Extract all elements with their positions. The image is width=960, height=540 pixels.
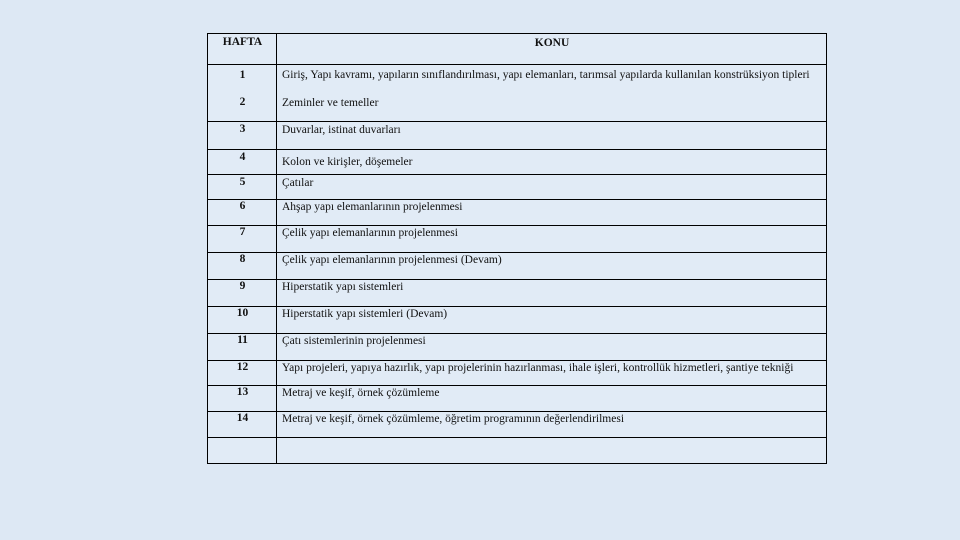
topic-cell — [278, 386, 826, 411]
topic-text: Yapı projeleri, yapıya hazırlık, yapı projelerinin hazırlanması, ihale işleri, kontrollük hizmetleri, şantiye tekniği — [282, 362, 794, 374]
week-number: 1 — [239, 69, 246, 81]
week-cell — [208, 438, 277, 463]
week-number: 12 — [236, 361, 249, 373]
topic-text: Metraj ve keşif, örnek çözümleme, öğretim programının değerlendirilmesi — [282, 413, 625, 425]
week-number: 6 — [239, 200, 246, 212]
week-number: 10 — [236, 307, 249, 319]
week-number: 5 — [239, 176, 246, 188]
week-cell — [208, 200, 277, 225]
topic-cell — [278, 412, 826, 437]
week-cell — [208, 226, 277, 252]
table-row-empty — [208, 438, 826, 463]
table-row — [208, 361, 826, 386]
week-cell — [208, 386, 277, 411]
header-topic-label: KONU — [534, 37, 570, 49]
topic-text: Ahşap yapı elemanlarının projelenmesi — [282, 201, 463, 213]
topic-text: Giriş, Yapı kavramı, yapıların sınıflandırılması, yapı elemanları, tarımsal yapılarda kullanılan konstrüksiyon tipleri — [282, 69, 810, 81]
topic-cell — [278, 65, 826, 121]
header-week-cell — [208, 34, 277, 64]
syllabus-table — [207, 33, 827, 464]
topic-cell — [278, 361, 826, 385]
table-row — [208, 226, 826, 253]
table-row — [208, 200, 826, 226]
week-number: 13 — [236, 386, 249, 398]
table-row — [208, 175, 826, 200]
topic-text: Duvarlar, istinat duvarları — [282, 124, 401, 136]
week-number: 11 — [237, 334, 248, 346]
topic-cell — [278, 253, 826, 279]
week-number: 7 — [239, 226, 246, 238]
topic-cell — [278, 200, 826, 225]
week-cell — [208, 150, 277, 174]
week-number: 3 — [239, 123, 246, 135]
topic-cell — [278, 175, 826, 199]
week-cell — [208, 307, 277, 333]
table-row — [208, 122, 826, 150]
week-number: 9 — [239, 280, 246, 292]
topic-cell — [278, 334, 826, 360]
week-cell — [208, 361, 277, 385]
topic-text: Çatılar — [282, 177, 314, 189]
week-number: 8 — [239, 253, 246, 265]
topic-text: Kolon ve kirişler, döşemeler — [282, 156, 413, 168]
topic-text: Zeminler ve temeller — [282, 97, 379, 109]
week-cell — [208, 122, 277, 149]
table-row — [208, 253, 826, 280]
header-topic-cell — [278, 34, 826, 64]
week-number: 4 — [239, 151, 246, 163]
week-cell — [208, 280, 277, 306]
table-header-row — [208, 34, 826, 65]
table-row — [208, 280, 826, 307]
table-row — [208, 386, 826, 412]
week-cell — [208, 412, 277, 437]
topic-text: Metraj ve keşif, örnek çözümleme — [282, 387, 440, 399]
topic-text: Hiperstatik yapı sistemleri (Devam) — [282, 308, 448, 320]
week-cell — [208, 253, 277, 279]
week-cell — [208, 65, 277, 121]
topic-cell — [278, 226, 826, 252]
topic-cell — [278, 307, 826, 333]
topic-cell — [278, 122, 826, 149]
week-number: 2 — [239, 96, 246, 108]
table-row — [208, 307, 826, 334]
topic-text: Hiperstatik yapı sistemleri — [282, 281, 404, 293]
header-week-label: HAFTA — [222, 36, 263, 48]
topic-text: Çatı sistemlerinin projelenmesi — [282, 335, 426, 347]
week-number: 14 — [236, 412, 249, 424]
topic-text: Çelik yapı elemanlarının projelenmesi (Devam) — [282, 254, 502, 266]
topic-cell — [278, 438, 826, 463]
week-cell — [208, 334, 277, 360]
table-row — [208, 65, 826, 122]
topic-text: Çelik yapı elemanlarının projelenmesi — [282, 227, 458, 239]
table-row — [208, 412, 826, 438]
table-row — [208, 334, 826, 361]
topic-cell — [278, 280, 826, 306]
topic-cell — [278, 150, 826, 174]
table-row — [208, 150, 826, 175]
week-cell — [208, 175, 277, 199]
